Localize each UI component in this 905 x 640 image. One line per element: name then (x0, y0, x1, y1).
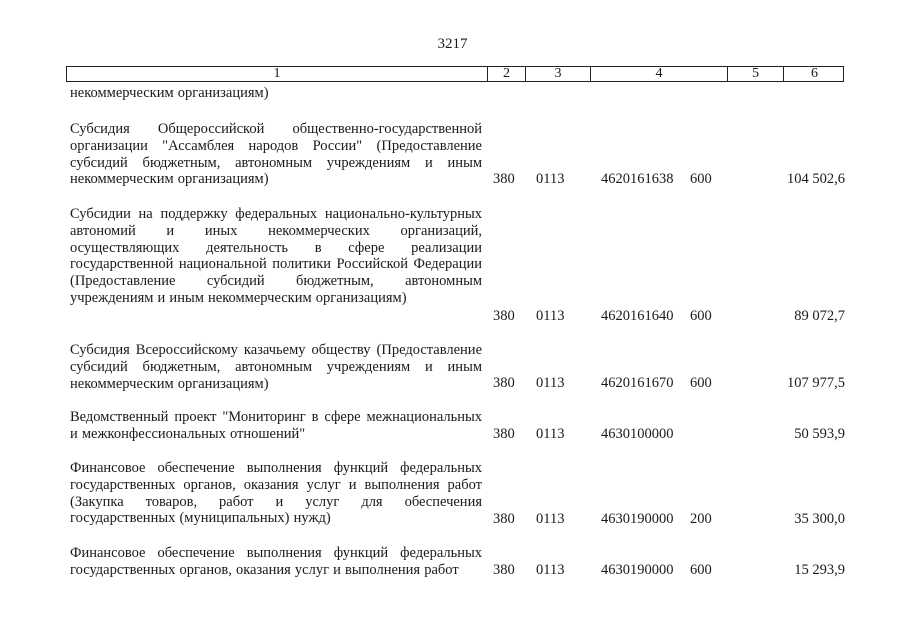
amount: 35 300,0 (794, 511, 845, 527)
section-code: 0113 (536, 426, 565, 442)
row-description: Финансовое обеспечение выполнения функций федеральных государственных органов, оказания услуг и выполнения работ (70, 545, 482, 578)
column-header-4: 4 (590, 67, 727, 81)
expense-type-code: 600 (690, 171, 712, 187)
row-description: Субсидия Всероссийскому казачьему обществу (Предоставление субсидий бюджетным, автономным учреждениям и иным некоммерческим организациям) (70, 342, 482, 392)
target-article-code: 4620161670 (601, 375, 674, 391)
row-description: Финансовое обеспечение выполнения функций федеральных государственных органов, оказания услуг и выполнения работ (Закупка товаров, работ и услуг для обеспечения государственных (муниципальных) нужд) (70, 460, 482, 527)
target-article-code: 4630190000 (601, 511, 674, 527)
expense-type-code: 600 (690, 562, 712, 578)
row-description: Субсидия Общероссийской общественно-государственной организации "Ассамблея народов России" (Предоставление субсидий бюджетным, автономным учреждениям и иным некоммерческим организациям) (70, 121, 482, 188)
ministry-code: 380 (493, 426, 515, 442)
continuation-text: некоммерческим организациям) (70, 85, 269, 101)
column-header-6: 6 (783, 67, 845, 81)
page-number: 3217 (437, 36, 468, 52)
ministry-code: 380 (493, 562, 515, 578)
section-code: 0113 (536, 308, 565, 324)
target-article-code: 4620161638 (601, 171, 674, 187)
amount: 107 977,5 (787, 375, 845, 391)
row-description: Субсидии на поддержку федеральных национально-культурных автономий и иных некоммерческих организаций, осуществляющих деятельность в сфере реализации государственной национальной политики Российской Федерации (Предоставление субсидий бюджетным, автономным учреждениям и иным некоммерческим организациям) (70, 206, 482, 306)
ministry-code: 380 (493, 171, 515, 187)
expense-type-code: 600 (690, 308, 712, 324)
section-code: 0113 (536, 375, 565, 391)
target-article-code: 4620161640 (601, 308, 674, 324)
column-header-3: 3 (525, 67, 590, 81)
target-article-code: 4630190000 (601, 562, 674, 578)
table-header-row (66, 66, 844, 82)
column-header-5: 5 (727, 67, 783, 81)
expense-type-code: 600 (690, 375, 712, 391)
section-code: 0113 (536, 511, 565, 527)
ministry-code: 380 (493, 511, 515, 527)
ministry-code: 380 (493, 308, 515, 324)
ministry-code: 380 (493, 375, 515, 391)
section-code: 0113 (536, 171, 565, 187)
amount: 50 593,9 (794, 426, 845, 442)
column-header-2: 2 (487, 67, 525, 81)
amount: 15 293,9 (794, 562, 845, 578)
amount: 89 072,7 (794, 308, 845, 324)
expense-type-code: 200 (690, 511, 712, 527)
column-header-1: 1 (273, 66, 281, 81)
row-description: Ведомственный проект "Мониторинг в сфере межнациональных и межконфессиональных отношений" (70, 409, 482, 442)
section-code: 0113 (536, 562, 565, 578)
target-article-code: 4630100000 (601, 426, 674, 442)
amount: 104 502,6 (787, 171, 845, 187)
